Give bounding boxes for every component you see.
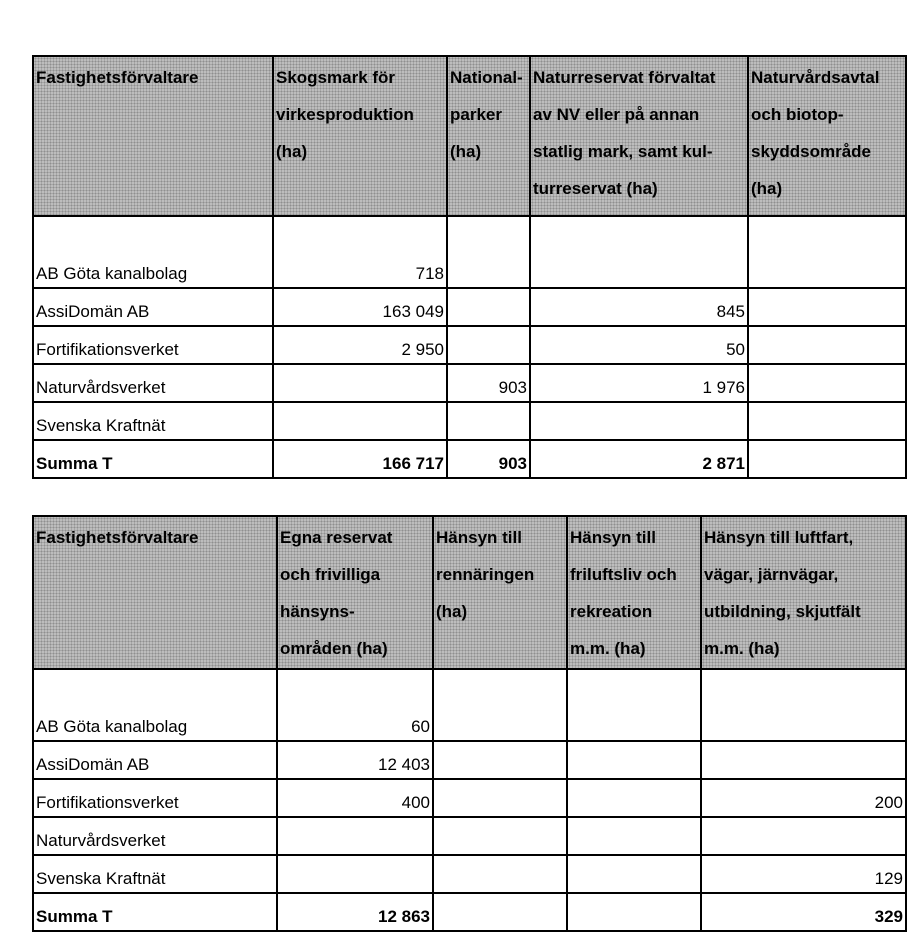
header-row <box>33 56 906 216</box>
cell-value <box>748 364 906 402</box>
cell-value: 129 <box>701 855 906 893</box>
cell-value: 12 403 <box>277 741 433 779</box>
header-line: virkesproduktion <box>276 105 414 124</box>
header-line: och biotop- <box>751 105 844 124</box>
row-label: Fortifikationsverket <box>33 326 273 364</box>
header-line: m.m. (ha) <box>570 639 646 658</box>
summary-label: Summa T <box>33 893 277 931</box>
header-line: områden (ha) <box>280 639 388 658</box>
header-line: (ha) <box>450 142 482 161</box>
row-label: AssiDomän AB <box>33 288 273 326</box>
cell-value <box>277 855 433 893</box>
header-line: parker <box>450 105 502 124</box>
cell-value <box>273 402 447 440</box>
cell-value <box>433 855 567 893</box>
header-cell-property-manager <box>33 56 273 216</box>
header-line: statlig mark, samt kul- <box>533 142 713 161</box>
cell-value <box>567 855 701 893</box>
summary-value: 2 871 <box>530 440 748 478</box>
cell-value: 200 <box>701 779 906 817</box>
header-line: rennäringen <box>436 565 535 584</box>
row-label: Naturvårdsverket <box>33 364 273 402</box>
cell-value <box>447 402 530 440</box>
summary-value: 329 <box>701 893 906 931</box>
cell-value <box>273 364 447 402</box>
table-row <box>33 741 906 779</box>
row-label: Svenska Kraftnät <box>33 402 273 440</box>
cell-value: 60 <box>277 669 433 741</box>
row-label: Fortifikationsverket <box>33 779 277 817</box>
cell-value <box>748 326 906 364</box>
property-table-1 <box>32 55 907 479</box>
cell-value <box>433 741 567 779</box>
cell-value <box>447 216 530 288</box>
summary-row <box>33 893 906 931</box>
cell-value <box>701 669 906 741</box>
header-line: hänsyns- <box>280 602 355 621</box>
header-line: Fastighetsförvaltare <box>36 68 199 87</box>
property-table-2 <box>32 515 907 932</box>
row-label: AB Göta kanalbolag <box>33 669 277 741</box>
cell-value: 163 049 <box>273 288 447 326</box>
cell-value <box>748 288 906 326</box>
cell-value <box>277 817 433 855</box>
header-line: skyddsområde <box>751 142 871 161</box>
table-row <box>33 779 906 817</box>
header-line: och frivilliga <box>280 565 381 584</box>
row-label: Naturvårdsverket <box>33 817 277 855</box>
cell-value: 2 950 <box>273 326 447 364</box>
table-row <box>33 402 906 440</box>
header-cell-reindeer-husbandry <box>433 516 567 669</box>
header-line: rekreation <box>570 602 653 621</box>
table-row <box>33 364 906 402</box>
header-line: (ha) <box>751 179 783 198</box>
row-label: Svenska Kraftnät <box>33 855 277 893</box>
cell-value: 718 <box>273 216 447 288</box>
cell-value <box>567 779 701 817</box>
summary-label: Summa T <box>33 440 273 478</box>
cell-value <box>447 288 530 326</box>
summary-value <box>433 893 567 931</box>
header-row <box>33 516 906 669</box>
header-line: National- <box>450 68 523 87</box>
header-line: Naturvårdsavtal <box>751 68 880 87</box>
row-label: AssiDomän AB <box>33 741 277 779</box>
header-line: vägar, järnvägar, <box>704 565 839 584</box>
cell-value: 50 <box>530 326 748 364</box>
header-cell-conservation-agreements <box>748 56 906 216</box>
cell-value: 903 <box>447 364 530 402</box>
header-line: m.m. (ha) <box>704 639 780 658</box>
table-row <box>33 216 906 288</box>
header-cell-own-reserves <box>277 516 433 669</box>
header-line: Hänsyn till luftfart, <box>704 528 854 547</box>
summary-value: 166 717 <box>273 440 447 478</box>
cell-value <box>567 817 701 855</box>
cell-value <box>567 741 701 779</box>
table-row <box>33 669 906 741</box>
header-cell-nature-reserves <box>530 56 748 216</box>
cell-value <box>530 216 748 288</box>
cell-value <box>433 779 567 817</box>
cell-value: 400 <box>277 779 433 817</box>
cell-value <box>433 817 567 855</box>
header-line: Hänsyn till <box>436 528 522 547</box>
summary-row <box>33 440 906 478</box>
table-row <box>33 855 906 893</box>
cell-value <box>433 669 567 741</box>
header-line: turreservat (ha) <box>533 179 658 198</box>
header-cell-outdoor-recreation <box>567 516 701 669</box>
header-line: av NV eller på annan <box>533 105 700 124</box>
header-cell-aviation-roads <box>701 516 906 669</box>
table-row <box>33 817 906 855</box>
header-line: (ha) <box>276 142 308 161</box>
cell-value <box>530 402 748 440</box>
header-line: Naturreservat förvaltat <box>533 68 716 87</box>
cell-value <box>701 741 906 779</box>
cell-value <box>567 669 701 741</box>
table-row <box>33 288 906 326</box>
header-line: friluftsliv och <box>570 565 677 584</box>
cell-value <box>447 326 530 364</box>
cell-value <box>701 817 906 855</box>
cell-value <box>748 402 906 440</box>
summary-value <box>748 440 906 478</box>
cell-value: 845 <box>530 288 748 326</box>
header-line: utbildning, skjutfält <box>704 602 861 621</box>
header-line: (ha) <box>436 602 468 621</box>
header-line: Fastighetsförvaltare <box>36 528 199 547</box>
summary-value: 903 <box>447 440 530 478</box>
cell-value <box>748 216 906 288</box>
header-line: Hänsyn till <box>570 528 656 547</box>
header-line: Skogsmark för <box>276 68 396 87</box>
header-cell-forest-land <box>273 56 447 216</box>
summary-value <box>567 893 701 931</box>
cell-value: 1 976 <box>530 364 748 402</box>
summary-value: 12 863 <box>277 893 433 931</box>
header-cell-property-manager <box>33 516 277 669</box>
header-cell-national-parks <box>447 56 530 216</box>
table-row <box>33 326 906 364</box>
row-label: AB Göta kanalbolag <box>33 216 273 288</box>
header-line: Egna reservat <box>280 528 393 547</box>
